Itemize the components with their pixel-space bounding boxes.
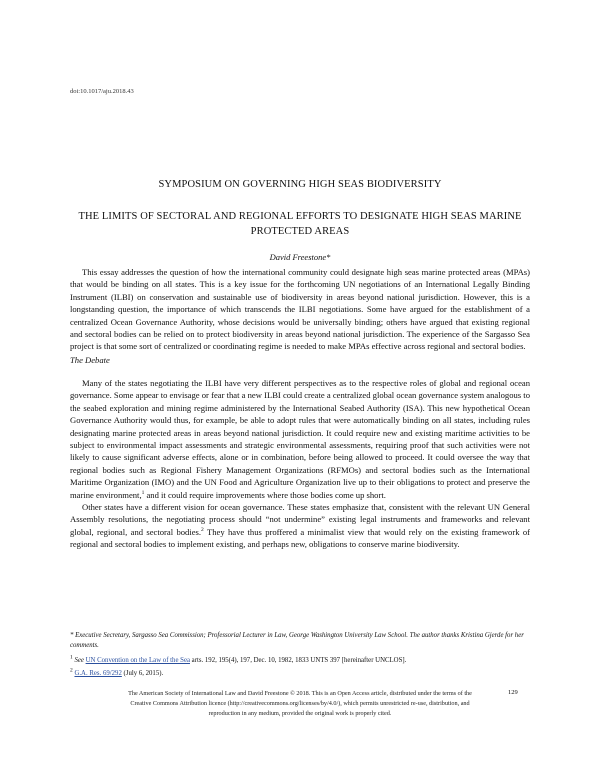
license-notice: The American Society of International Law and David Freestone © 2018. This is an Open Access article, distributed under the terms of the Creative Commons Attribution licence (http://creativecommons.org/licenses/by/4.0/), which permits unrestricted re-use, distribution, and reproduction in any medium, provided the original work is properly cited. <box>128 690 472 717</box>
footnote-1-see: See <box>74 657 84 664</box>
footnote-2 <box>70 669 530 679</box>
footnote-ref-1[interactable]: 1 <box>141 489 145 496</box>
footnote-2-link[interactable]: G.A. Res. 69/292 <box>74 670 122 677</box>
body-text <box>70 377 530 551</box>
doi-line: doi:10.1017/aju.2018.43 <box>70 88 134 95</box>
symposium-heading: SYMPOSIUM ON GOVERNING HIGH SEAS BIODIVERSITY <box>158 179 442 190</box>
footnote-2-number: 2 <box>70 667 73 674</box>
paragraph-1-text: Many of the states negotiating the ILBI have very different perspectives as to the respective roles of global and regional ocean governance. Some appear to envisage or fear that a new ILBI could create a centralized global ocean governance system analogous to the seabed exploration and mining regime administered by the International Seabed Authority (ISA). This new hypothetical Ocean Governance Authority would thus, for example, be able to adopt rules that were automatically binding on all states, including rules designating marine protected areas in areas beyond national jurisdiction. It could require new and existing maritime activities to be subject to environmental impact assessments and strategic environmental assessments, requiring proof that such activities were not likely to cause significant adverse effects, alone or in combination, before being allowed to proceed. It could oversee the way that regional bodies such as Regional Fishery Management Organizations (RFMOs) and sectoral bodies such as the International Maritime Organization (IMO) and the UN Food and Agriculture Organization live up to their obligations to protect and preserve the marine environment, <box>70 378 530 500</box>
footnote-ref-2[interactable]: 2 <box>201 527 204 534</box>
section-heading: The Debate <box>70 355 110 365</box>
footnote-1-rest: arts. 192, 195(4), 197, Dec. 10, 1982, 1833 UNTS 397 [hereinafter UNCLOS]. <box>189 657 407 664</box>
footnote-author-text: * Executive Secretary, Sargasso Sea Commission; Professorial Lecturer in Law, George Washington University Law School. The author thanks Kristina Gjerde for her comments. <box>70 632 524 649</box>
abstract <box>70 266 530 353</box>
abstract-text: This essay addresses the question of how the international community could designate high seas marine protected areas (MPAs) that would be binding on all states. This is a key issue for the forthcoming UN negotiations of an International Legally Binding Instrument (ILBI) on conservation and sustainable use of biodiversity in areas beyond national jurisdiction. However, this is a longstanding question, the importance of which transcends the ILBI negotiations. Some have argued for the establishment of a centralized Ocean Governance Authority, whose decisions would be universally binding; others have argued that existing regional and sectoral bodies can be relied on to protect biodiversity in areas beyond national jurisdiction. The experience of the Sargasso Sea project is that some sort of centralized or coordinating regime is needed to make MPAs effective across regional and sectoral bodies. <box>70 267 530 352</box>
footnote-1-link[interactable]: UN Convention on the Law of the Sea <box>85 657 190 664</box>
paragraph-2 <box>70 501 530 551</box>
footnote-author <box>70 631 530 651</box>
page-number: 129 <box>508 689 518 696</box>
paragraph-1 <box>70 377 530 501</box>
author-name: David Freestone* <box>269 252 331 262</box>
paragraph-2-end: They have thus proffered a minimalist view that would rely on the existing framework of regional and sectoral bodies to implement existing, and perhaps new, obligations to conserve marine biodiversity. <box>70 526 530 550</box>
footnote-1 <box>70 656 530 666</box>
article-title: THE LIMITS OF SECTORAL AND REGIONAL EFFORTS TO DESIGNATE HIGH SEAS MARINE PROTECTED AREAS <box>78 211 522 237</box>
footnote-1-number: 1 <box>70 654 73 661</box>
paragraph-1-end: and it could require improvements where those bodies come up short. <box>144 489 386 500</box>
footnote-2-rest: (July 6, 2015). <box>121 670 164 677</box>
paragraph-2-text: Other states have a different vision for ocean governance. These states emphasize that, consistent with the relevant UN General Assembly resolutions, the negotiating process should “not undermine” existing legal instruments and frameworks and relevant global, regional, and sectoral bodies. <box>70 502 530 537</box>
